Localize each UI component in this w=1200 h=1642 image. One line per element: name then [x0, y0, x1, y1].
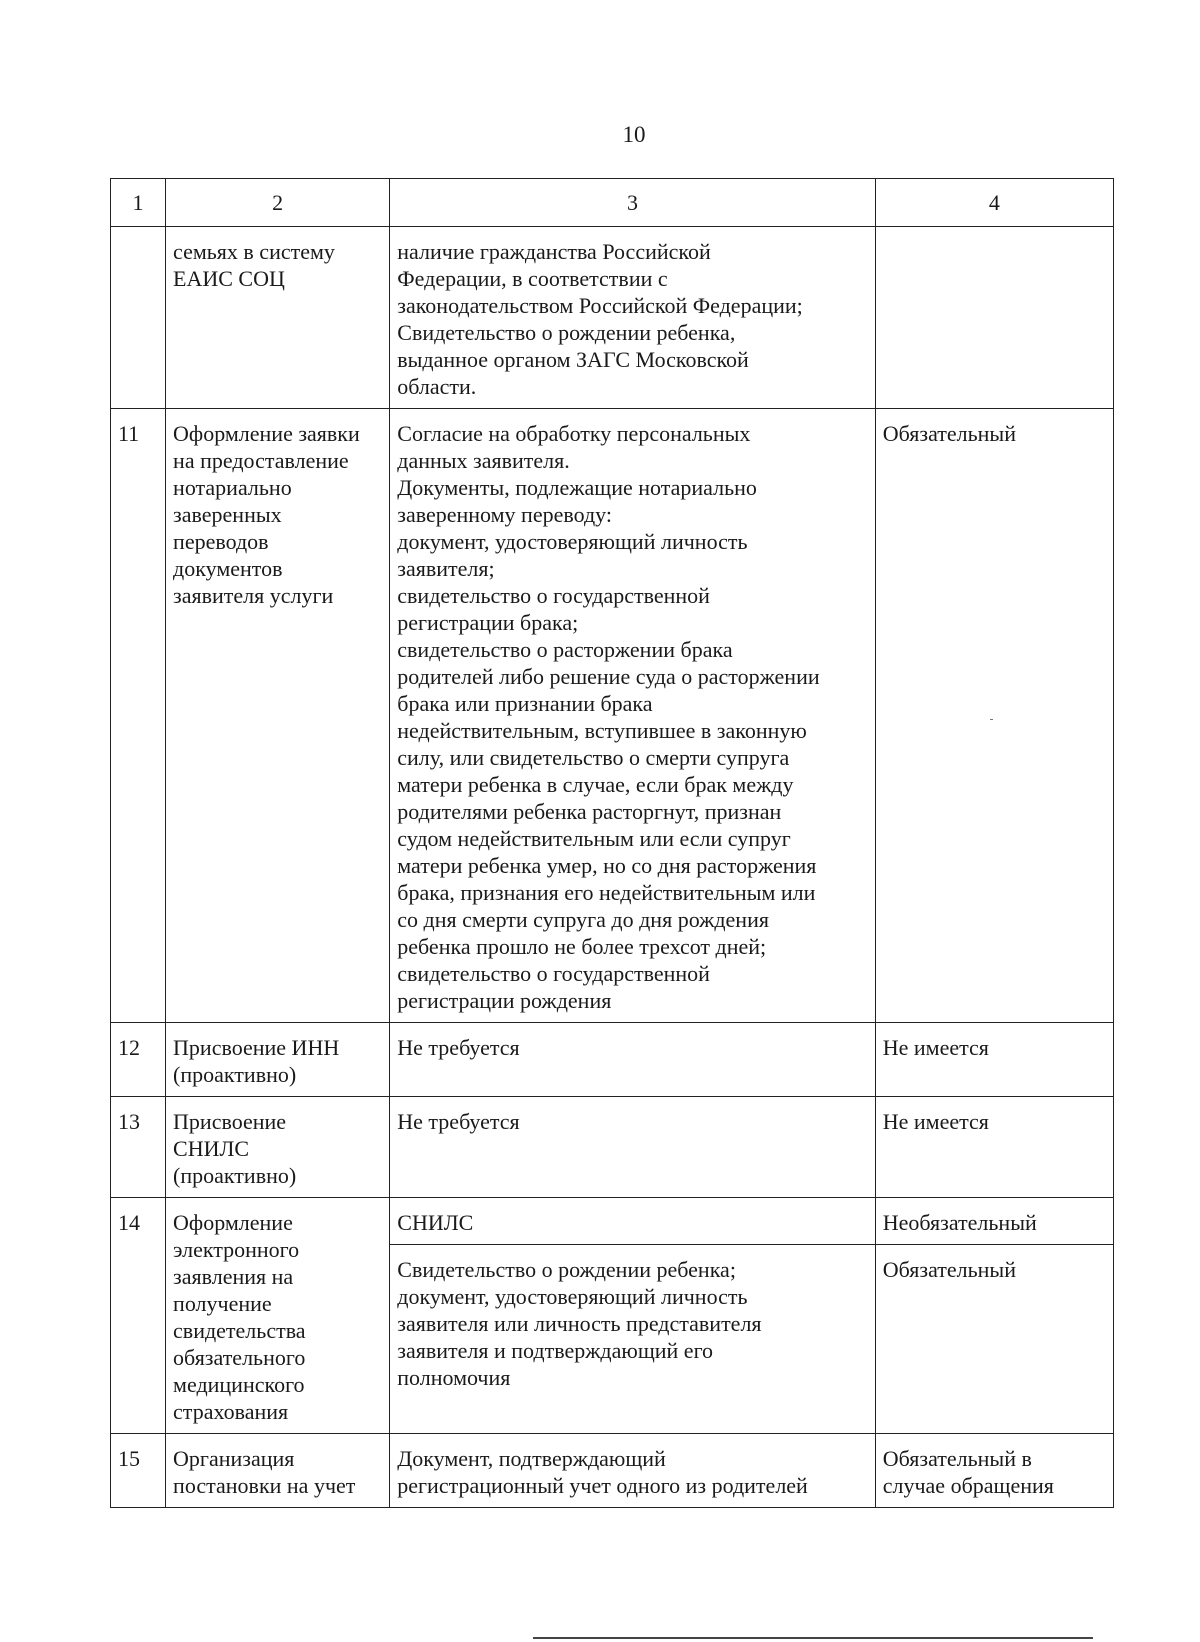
row-number-cell: 12	[111, 1023, 166, 1097]
table-row	[111, 1198, 1114, 1245]
row-number-cell: 14	[111, 1198, 166, 1434]
status-cell: Не имеется	[875, 1023, 1113, 1097]
status-cell	[875, 227, 1113, 409]
status-cell: Обязательный	[875, 1245, 1113, 1434]
documents-cell: Не требуется	[390, 1097, 875, 1198]
status-cell: Необязательный	[875, 1198, 1113, 1245]
table-row	[111, 227, 1114, 409]
status-cell: Не имеется	[875, 1097, 1113, 1198]
row-number-cell: 15	[111, 1434, 166, 1508]
table-row	[111, 1023, 1114, 1097]
header-cell-3: 3	[390, 179, 875, 227]
service-name-cell: Оформление заявки на предоставление нотариально заверенных переводов документов заявителя услуги	[166, 409, 390, 1023]
table-row	[111, 409, 1114, 1023]
documents-cell: Документ, подтверждающий регистрационный учет одного из родителей	[390, 1434, 875, 1508]
status-cell: Обязательный в случае обращения	[875, 1434, 1113, 1508]
row-number-cell: 11	[111, 409, 166, 1023]
documents-cell: Свидетельство о рождении ребенка; документ, удостоверяющий личность заявителя или личность представителя заявителя и подтверждающий его полномочия	[390, 1245, 875, 1434]
table-row	[111, 1434, 1114, 1508]
documents-cell: наличие гражданства Российской Федерации, в соответствии с законодательством Российской Федерации; Свидетельство о рождении ребенка, выданное органом ЗАГС Московской области.	[390, 227, 875, 409]
footer-rule	[533, 1637, 1093, 1639]
page-number: 10	[622, 122, 646, 147]
documents-cell: СНИЛС	[390, 1198, 875, 1245]
service-name-cell: семьях в систему ЕАИС СОЦ	[166, 227, 390, 409]
status-cell: Обязательный	[875, 409, 1113, 1023]
service-name-cell: Присвоение СНИЛС (проактивно)	[166, 1097, 390, 1198]
header-cell-4: 4	[875, 179, 1113, 227]
documents-cell: Согласие на обработку персональных данных заявителя. Документы, подлежащие нотариально заверенному переводу: документ, удостоверяющий личность заявителя; свидетельство о государственной регистрации брака; свидетельство о расторжении брака родителей либо решение суда о расторжении брака или признании брака недействительным, вступившее в законную силу, или свидетельство о смерти супруга матери ребенка в случае, если брак между родителями ребенка расторгнут, признан судом недействительным или если супруг матери ребенка умер, но со дня расторжения брака, признания его недействительным или со дня смерти супруга до дня рождения ребенка прошло не более трехсот дней; свидетельство о государственной регистрации рождения	[390, 409, 875, 1023]
header-cell-2: 2	[166, 179, 390, 227]
service-name-cell: Оформление электронного заявления на получение свидетельства обязательного медицинского страхования	[166, 1198, 390, 1434]
service-name-cell: Присвоение ИНН (проактивно)	[166, 1023, 390, 1097]
header-cell-1: 1	[111, 179, 166, 227]
table-header-row	[111, 179, 1114, 227]
table-row	[111, 1097, 1114, 1198]
scan-speck	[990, 719, 993, 720]
services-table	[110, 178, 1114, 1508]
row-number-cell: 13	[111, 1097, 166, 1198]
row-number-cell	[111, 227, 166, 409]
service-name-cell: Организация постановки на учет	[166, 1434, 390, 1508]
documents-cell: Не требуется	[390, 1023, 875, 1097]
